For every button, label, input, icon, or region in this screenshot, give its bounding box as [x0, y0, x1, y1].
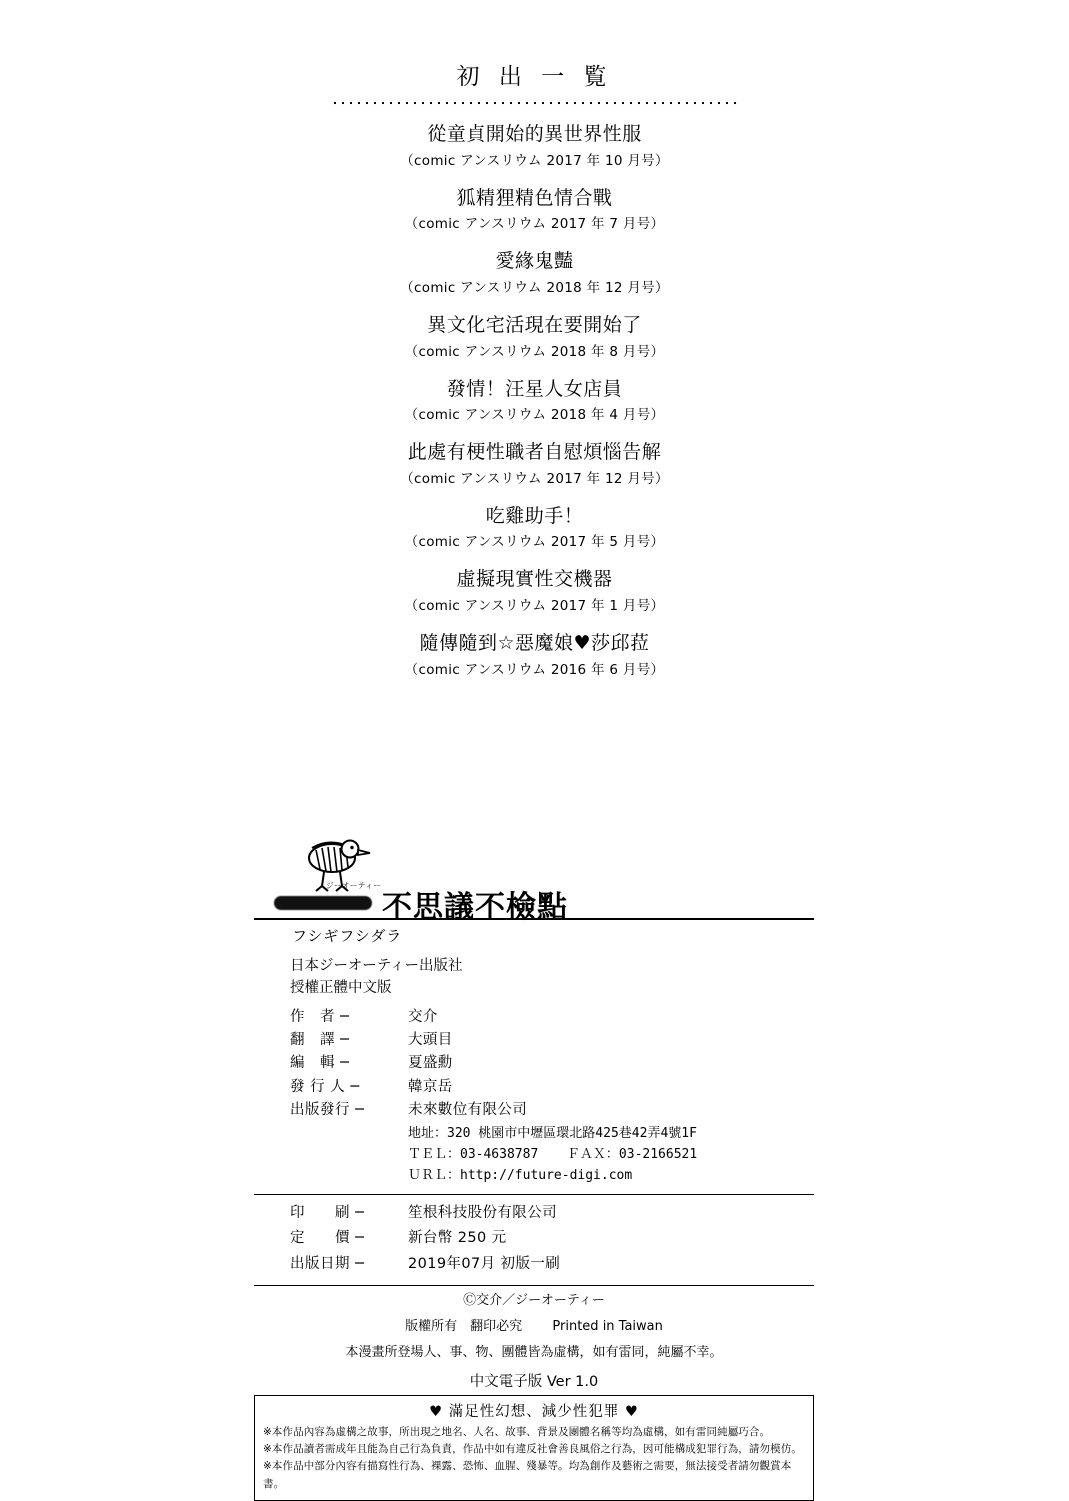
- publisher-line-2: 授權正體中文版: [290, 979, 392, 996]
- version-line: 中文電子版 Ver 1.0: [469, 1373, 599, 1390]
- list-item: [0, 440, 1069, 487]
- credit-group-2: [254, 1201, 814, 1277]
- credit-value: 夏盛勳: [408, 1055, 453, 1072]
- entry-source: （comic アンスリウム 2017 年 1 月号）: [404, 598, 665, 615]
- book-title-kana: フシギフシダラ: [292, 927, 403, 945]
- credit-row: [254, 1029, 814, 1052]
- notice-line: ※本作品中部分內容有描寫性行為、裸露、恐怖、血腥、殘暴等。均為創作及藝術之需要，無法接受者請勿觀賞本書。: [263, 1460, 792, 1490]
- credit-label: 作 者 ─: [290, 1008, 350, 1025]
- list-item: [0, 186, 1069, 233]
- entry-source: （comic アンスリウム 2017 年 10 月号）: [400, 152, 669, 169]
- list-item: [0, 504, 1069, 551]
- credit-value: 笙根科技股份有限公司: [408, 1205, 557, 1222]
- notice-heading: ♥ 滿足性幻想、減少性犯罪 ♥: [429, 1403, 639, 1420]
- entry-title: 虛擬現實性交機器: [456, 568, 613, 591]
- entry-source: （comic アンスリウム 2018 年 12 月号）: [400, 279, 669, 296]
- credit-label: 翻 譯 ─: [290, 1031, 350, 1048]
- credit-label: 發 行 人 ─: [290, 1078, 360, 1095]
- dotted-divider: [333, 100, 737, 106]
- credit-value: 韓京岳: [408, 1078, 453, 1095]
- fiction-disclaimer: 本漫畫所登場人、事、物、團體皆為虛構，如有雷同，純屬不幸。: [345, 1344, 723, 1360]
- entry-title: 狐精狸精色情合戰: [456, 186, 613, 209]
- notice-box: [254, 1395, 814, 1501]
- credit-row: [254, 1252, 814, 1277]
- credit-label: 出版日期 ─: [290, 1255, 365, 1272]
- copyright-line: Ⓒ交介／ジーオーティー: [463, 1293, 605, 1309]
- publisher-line-1: 日本ジーオーティー出版社: [290, 958, 463, 974]
- entry-title: 隨傳隨到☆惡魔娘♥莎邱菈: [419, 632, 650, 655]
- printed-in: Printed in Taiwan: [552, 1318, 663, 1334]
- rights-reserved: 版權所有 翻印必究: [405, 1318, 523, 1334]
- entry-source: （comic アンスリウム 2017 年 7 月号）: [404, 216, 665, 233]
- credit-value: 新台幣 250 元: [408, 1230, 507, 1247]
- entry-title: 此處有梗性職者自慰煩惱告解: [407, 441, 662, 464]
- divider-thin-2: [254, 1285, 814, 1286]
- entry-source: （comic アンスリウム 2017 年 5 月号）: [404, 534, 665, 551]
- entry-title: 異文化宅活現在要開始了: [427, 313, 642, 336]
- entry-title: 吃雞助手！: [485, 504, 584, 527]
- logo-label: ジーオーティー: [326, 881, 382, 890]
- credit-row: [254, 1201, 814, 1226]
- phone-line: ＴＥＬ：03-4638787 ＦＡＸ：03-2166521: [408, 1146, 698, 1162]
- logo-row: [254, 838, 814, 925]
- list-item: [0, 249, 1069, 296]
- book-title: 不思議不檢點: [382, 890, 568, 925]
- credit-value: 未來數位有限公司: [408, 1102, 528, 1119]
- notice-line: ※本作品內容為虛構之故事，所出現之地名、人名、故事、背景及團體名稱等均為虛構，如有雷同純屬巧合。: [263, 1425, 771, 1438]
- address-block: [254, 1123, 814, 1186]
- list-item: [0, 631, 1069, 678]
- list-item: [0, 377, 1069, 424]
- credit-row: [254, 1099, 814, 1122]
- credit-row: [254, 1006, 814, 1029]
- rights-line: [254, 1317, 814, 1338]
- credit-label: 定 價 ─: [290, 1230, 365, 1247]
- credit-value: 交介: [408, 1008, 438, 1025]
- credit-label: 印 刷 ─: [290, 1205, 365, 1222]
- credit-row: [254, 1226, 814, 1251]
- notice-line: ※本作品讀者需成年且能為自己行為負責，作品中如有違反社會善良風俗之行為，因可能構成犯罪行為，請勿模仿。: [263, 1442, 802, 1455]
- entry-title: 愛緣鬼豔: [495, 250, 574, 273]
- ink-smudge: [274, 896, 372, 910]
- entry-source: （comic アンスリウム 2017 年 12 月号）: [400, 470, 669, 487]
- credit-label: 編 輯 ─: [290, 1055, 350, 1072]
- address-line: 地址：320 桃園市中壢區環北路425巷42弄4號1F: [408, 1125, 697, 1141]
- url-line[interactable]: ＵＲＬ：http://future-digi.com: [408, 1168, 633, 1184]
- credit-row: [254, 1052, 814, 1075]
- divider-thin-1: [254, 1194, 814, 1195]
- credit-label: 出版發行 ─: [290, 1102, 365, 1119]
- entry-source: （comic アンスリウム 2018 年 8 月号）: [404, 343, 665, 360]
- entry-source: （comic アンスリウム 2018 年 4 月号）: [404, 407, 665, 424]
- credit-value: 大頭目: [408, 1031, 453, 1048]
- list-item: [0, 313, 1069, 360]
- list-item: [0, 567, 1069, 614]
- list-item: [0, 122, 1069, 169]
- credit-value: 2019年07月 初版一刷: [408, 1255, 561, 1272]
- entry-title: 從童貞開始的異世界性服: [427, 123, 642, 145]
- entry-title: 發情！汪星人女店員: [446, 377, 623, 400]
- colophon-section: [254, 838, 814, 1501]
- entry-source: （comic アンスリウム 2016 年 6 月号）: [404, 661, 665, 678]
- first-appearance-section: [0, 58, 1069, 695]
- first-appearance-heading: 初 出 一 覧: [456, 64, 613, 90]
- publisher-block: [254, 956, 814, 1000]
- credit-row: [254, 1076, 814, 1099]
